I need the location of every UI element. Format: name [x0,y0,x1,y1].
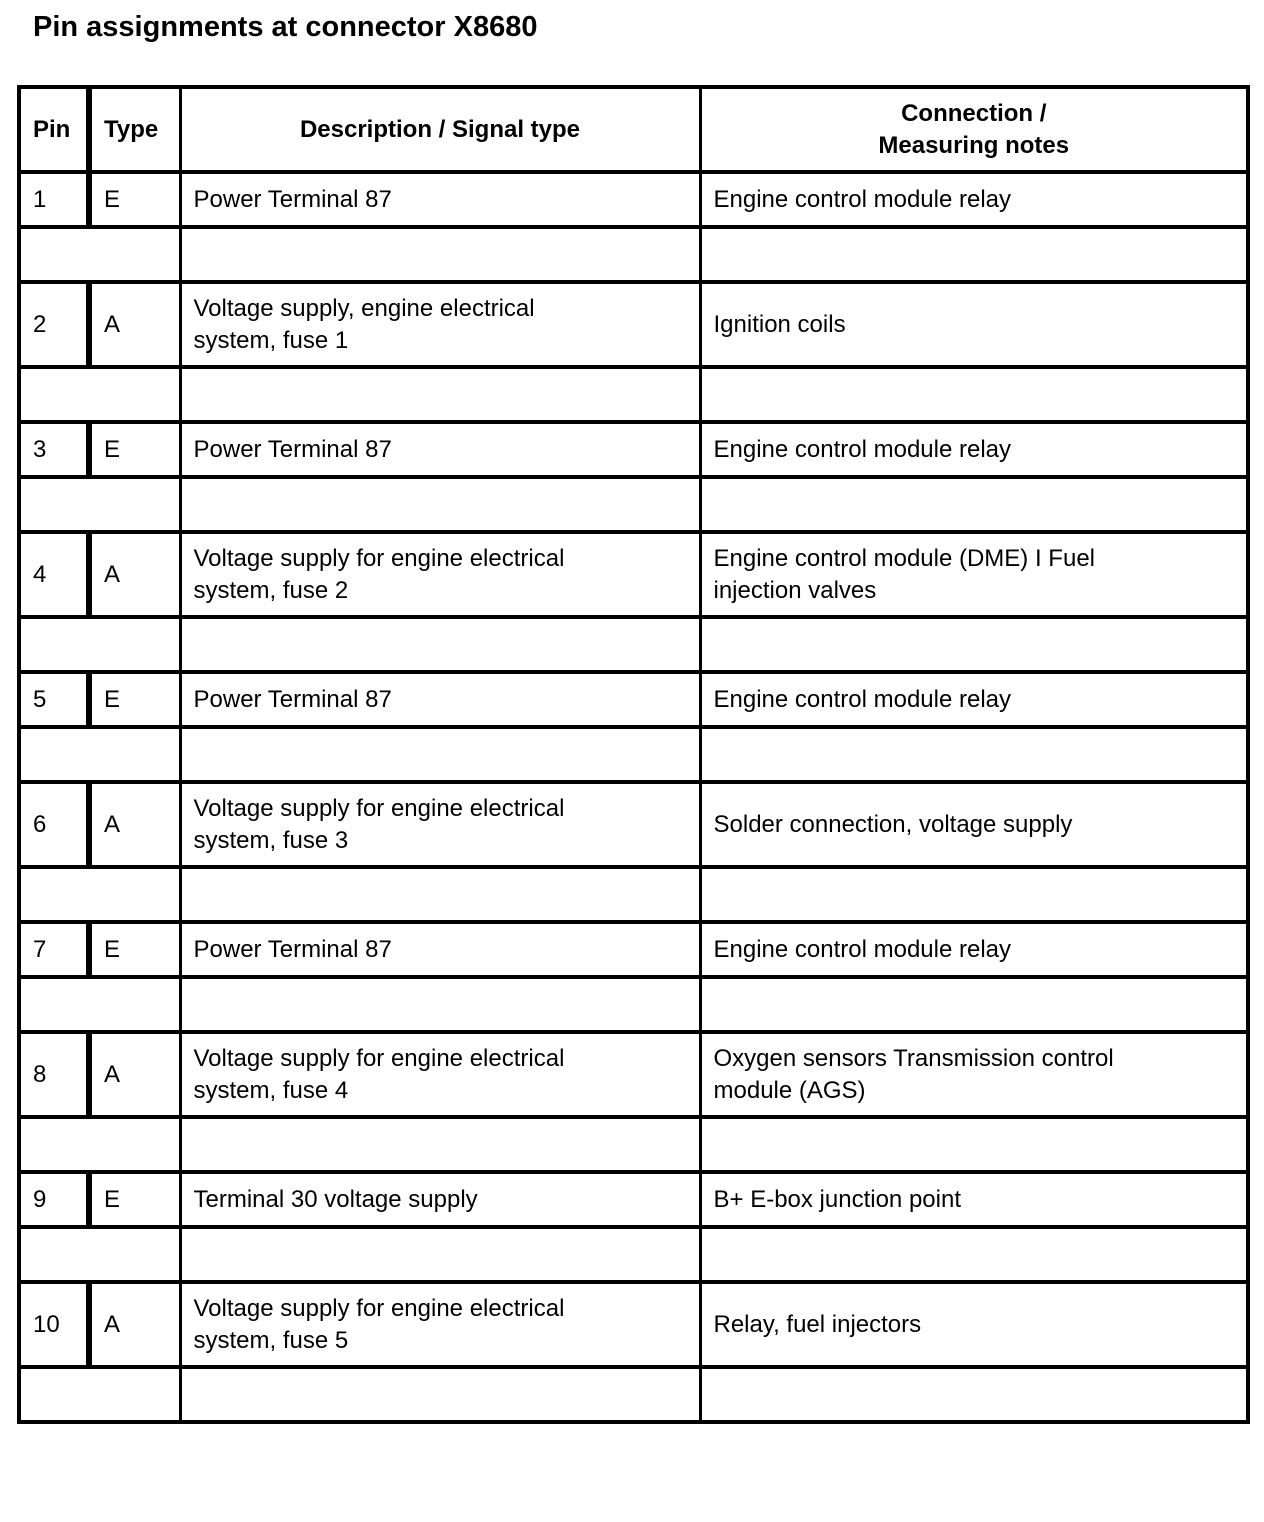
spacer-cell [700,1227,1248,1282]
table-row [19,1172,1248,1227]
table-row [19,672,1248,727]
spacer-cell [180,867,700,922]
description-cell: Terminal 30 voltage supply [180,1172,700,1227]
spacer-cell [700,477,1248,532]
connection-cell [700,532,1248,617]
spacer-cell [180,1117,700,1172]
table-header-row [19,87,1248,172]
spacer-row [19,227,1248,282]
description-line: Voltage supply for engine electrical [193,1294,565,1322]
table-row [19,532,1248,617]
spacer-cell [180,617,700,672]
description-line: system, fuse 5 [193,1326,349,1354]
spacer-row [19,867,1248,922]
pin-cell: 8 [19,1032,89,1117]
table-row [19,422,1248,477]
spacer-cell [19,617,180,672]
connection-cell: B+ E-box junction point [700,1172,1248,1227]
spacer-row [19,1227,1248,1282]
spacer-cell [19,477,180,532]
pin-assignment-table [17,85,1250,1424]
connection-cell: Engine control module relay [700,922,1248,977]
header-pin: Pin [19,87,89,172]
connection-cell: Engine control module relay [700,672,1248,727]
table-row [19,1282,1248,1367]
spacer-cell [19,1367,180,1422]
spacer-cell [700,617,1248,672]
description-line: Voltage supply, engine electrical [193,294,535,322]
spacer-row [19,977,1248,1032]
description-line: Voltage supply for engine electrical [193,1044,565,1072]
pin-cell: 6 [19,782,89,867]
spacer-cell [700,367,1248,422]
spacer-row [19,617,1248,672]
spacer-row [19,477,1248,532]
type-cell: A [89,782,180,867]
spacer-cell [180,727,700,782]
description-line: system, fuse 4 [193,1076,349,1104]
connection-cell: Solder connection, voltage supply [700,782,1248,867]
type-cell: A [89,282,180,367]
header-description: Description / Signal type [180,87,700,172]
table-row [19,922,1248,977]
table-row [19,1032,1248,1117]
connection-cell [700,1032,1248,1117]
pin-cell: 1 [19,172,89,227]
spacer-cell [700,867,1248,922]
connection-cell: Relay, fuel injectors [700,1282,1248,1367]
spacer-cell [180,367,700,422]
connection-line: injection valves [713,576,877,604]
description-cell: Power Terminal 87 [180,172,700,227]
description-line: system, fuse 2 [193,576,349,604]
type-cell: A [89,1032,180,1117]
description-cell [180,532,700,617]
pin-cell: 9 [19,1172,89,1227]
type-cell: A [89,532,180,617]
connection-line: module (AGS) [713,1076,866,1104]
connection-line: Oxygen sensors Transmission control [713,1044,1114,1072]
pin-cell: 5 [19,672,89,727]
description-cell: Power Terminal 87 [180,922,700,977]
type-cell: E [89,672,180,727]
pin-cell: 2 [19,282,89,367]
spacer-cell [700,227,1248,282]
type-cell: E [89,1172,180,1227]
spacer-cell [19,727,180,782]
spacer-row [19,367,1248,422]
spacer-cell [700,1367,1248,1422]
description-cell [180,282,700,367]
spacer-cell [180,477,700,532]
spacer-cell [19,1227,180,1282]
description-line: Voltage supply for engine electrical [193,544,565,572]
description-cell: Power Terminal 87 [180,672,700,727]
spacer-cell [180,227,700,282]
connection-cell: Ignition coils [700,282,1248,367]
type-cell: E [89,172,180,227]
pin-cell: 3 [19,422,89,477]
header-connection-line2: Measuring notes [878,131,1070,159]
description-line: system, fuse 1 [193,326,349,354]
spacer-cell [700,727,1248,782]
description-cell: Power Terminal 87 [180,422,700,477]
description-cell [180,1032,700,1117]
type-cell: E [89,922,180,977]
header-connection-line1: Connection / [901,99,1047,127]
description-line: system, fuse 3 [193,826,349,854]
connection-cell: Engine control module relay [700,172,1248,227]
description-line: Voltage supply for engine electrical [193,794,565,822]
header-type: Type [89,87,180,172]
spacer-cell [700,1117,1248,1172]
header-connection [700,87,1248,172]
pin-cell: 10 [19,1282,89,1367]
spacer-row [19,1117,1248,1172]
type-cell: E [89,422,180,477]
connection-line: Engine control module (DME) I Fuel [713,544,1095,572]
table-row [19,282,1248,367]
spacer-cell [19,227,180,282]
spacer-cell [700,977,1248,1032]
table-row [19,172,1248,227]
table-row [19,782,1248,867]
page-title: Pin assignments at connector X8680 [33,11,538,43]
spacer-row [19,727,1248,782]
spacer-row [19,1367,1248,1422]
description-cell [180,1282,700,1367]
pin-cell: 4 [19,532,89,617]
pin-cell: 7 [19,922,89,977]
connection-cell: Engine control module relay [700,422,1248,477]
spacer-cell [180,1367,700,1422]
spacer-cell [19,367,180,422]
spacer-cell [19,1117,180,1172]
spacer-cell [180,1227,700,1282]
spacer-cell [19,977,180,1032]
type-cell: A [89,1282,180,1367]
spacer-cell [180,977,700,1032]
spacer-cell [19,867,180,922]
description-cell [180,782,700,867]
